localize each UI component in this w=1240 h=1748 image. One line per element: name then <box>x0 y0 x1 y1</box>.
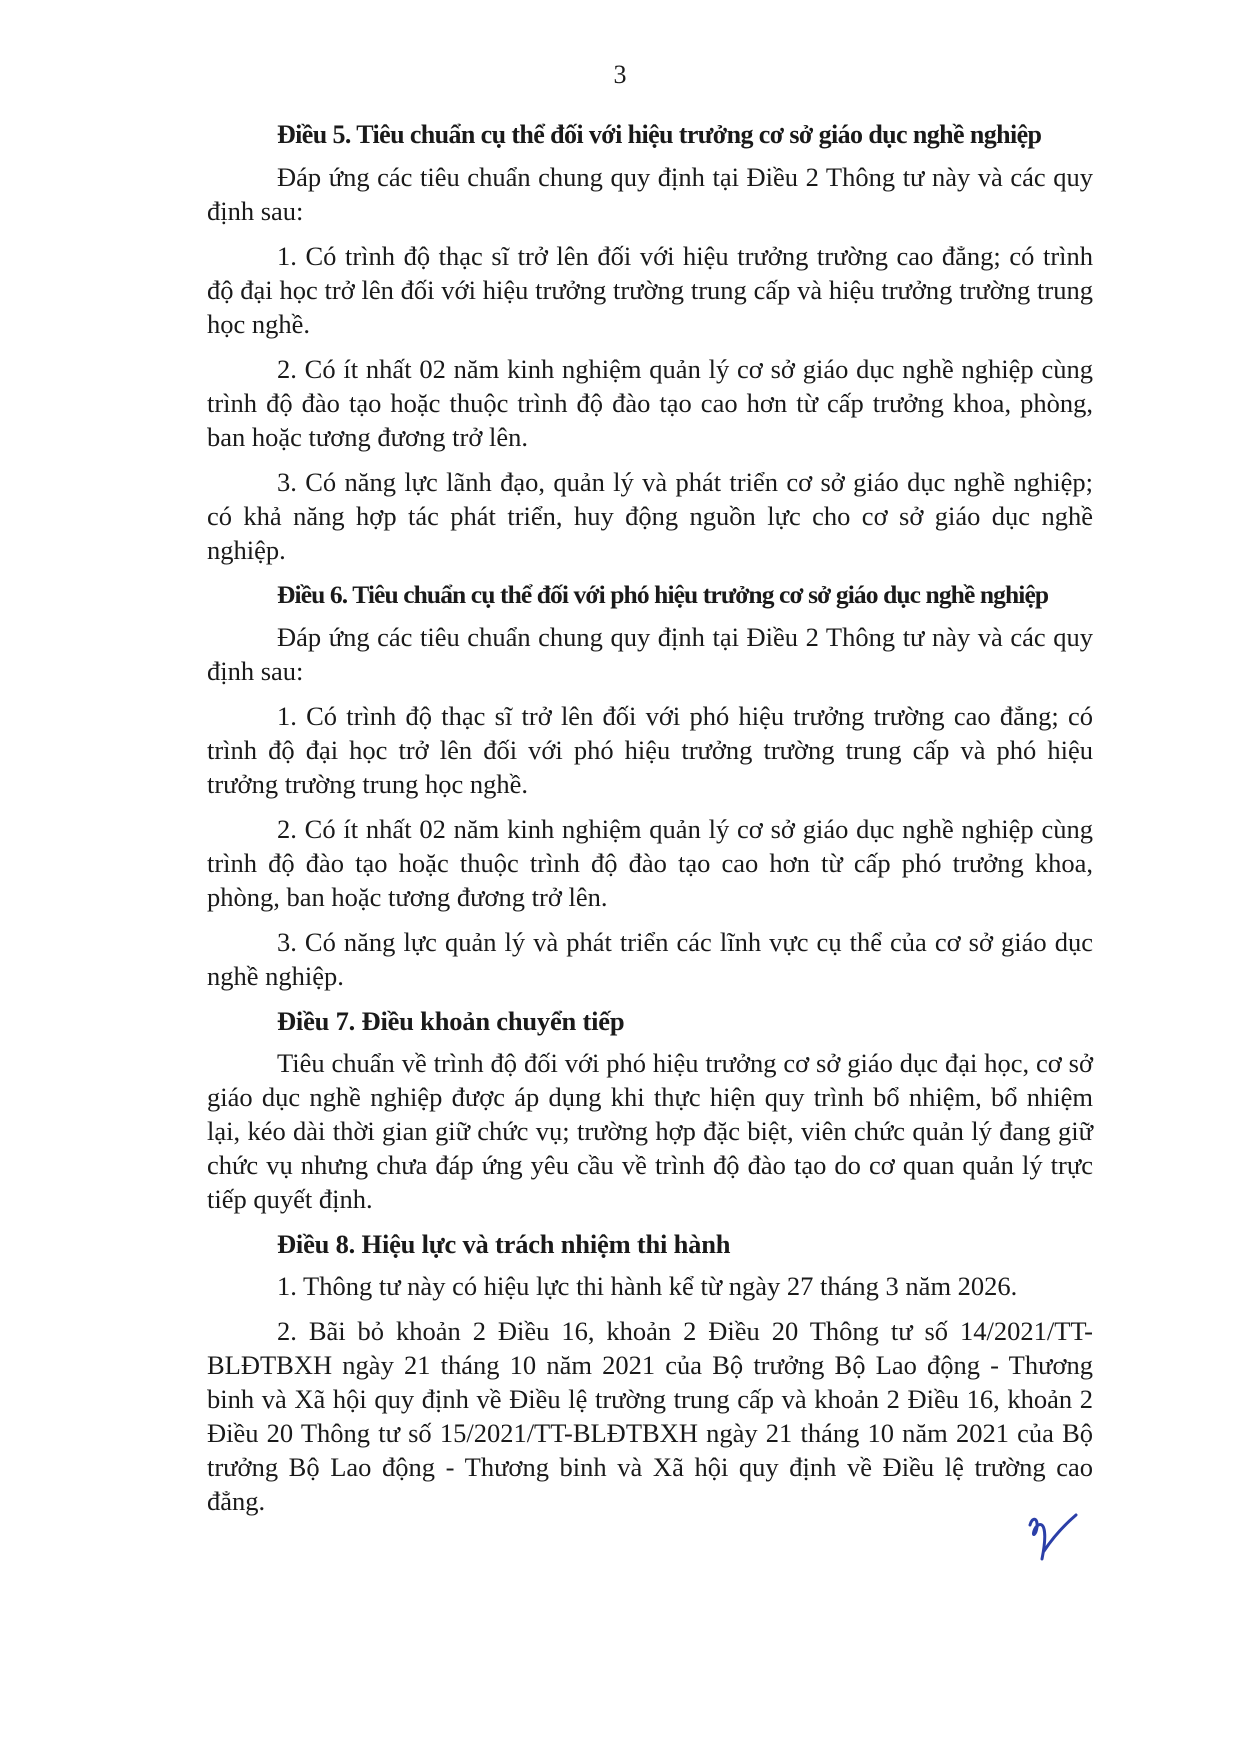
article-7-body: Tiêu chuẩn về trình độ đối với phó hiệu trưởng cơ sở giáo dục đại học, cơ sở giáo dục nghề nghiệp được áp dụng khi thực hiện quy trình bổ nhiệm, bổ nhiệm lại, kéo dài thời gian giữ chức vụ; trường hợp đặc biệt, viên chức quản lý đang giữ chức vụ nhưng chưa đáp ứng yêu cầu về trình độ đào tạo do cơ quan quản lý trực tiếp quyết định. <box>207 1048 1093 1214</box>
article-6-intro: Đáp ứng các tiêu chuẩn chung quy định tại Điều 2 Thông tư này và các quy định sau: <box>207 622 1093 686</box>
page-number: 3 <box>613 60 627 89</box>
article-8-item-2: 2. Bãi bỏ khoản 2 Điều 16, khoản 2 Điều 20 Thông tư số 14/2021/TT-BLĐTBXH ngày 21 tháng 10 năm 2021 của Bộ trưởng Bộ Lao động - Thương binh và Xã hội quy định về Điều lệ trường trung cấp và khoản 2 Điều 16, khoản 2 Điều 20 Thông tư số 15/2021/TT-BLĐTBXH ngày 21 tháng 10 năm 2021 của Bộ trưởng Bộ Lao động - Thương binh và Xã hội quy định về Điều lệ trường cao đẳng. <box>207 1316 1093 1516</box>
article-5-heading: Điều 5. Tiêu chuẩn cụ thể đối với hiệu trưởng cơ sở giáo dục nghề nghiệp <box>277 120 1042 149</box>
article-6-heading: Điều 6. Tiêu chuẩn cụ thể đối với phó hiệu trưởng cơ sở giáo dục nghề nghiệp <box>277 580 1049 609</box>
article-8-item-1: 1. Thông tư này có hiệu lực thi hành kể từ ngày 27 tháng 3 năm 2026. <box>277 1271 1018 1301</box>
article-6-item-1: 1. Có trình độ thạc sĩ trở lên đối với phó hiệu trưởng trường cao đẳng; có trình độ đại học trở lên đối với phó hiệu trưởng trường trung cấp và phó hiệu trưởng trường trung học nghề. <box>207 701 1093 799</box>
article-6-item-3: 3. Có năng lực quản lý và phát triển các lĩnh vực cụ thể của cơ sở giáo dục nghề nghiệp. <box>207 927 1093 991</box>
signature-stroke-2 <box>1044 1515 1076 1551</box>
article-7-heading: Điều 7. Điều khoản chuyển tiếp <box>277 1006 625 1036</box>
article-5-item-3: 3. Có năng lực lãnh đạo, quản lý và phát triển cơ sở giáo dục nghề nghiệp; có khả năng hợp tác phát triển, huy động nguồn lực cho cơ sở giáo dục nghề nghiệp. <box>207 467 1093 565</box>
article-8-heading: Điều 8. Hiệu lực và trách nhiệm thi hành <box>277 1229 731 1259</box>
article-5-intro: Đáp ứng các tiêu chuẩn chung quy định tại Điều 2 Thông tư này và các quy định sau: <box>207 162 1093 226</box>
signature-stroke-1 <box>1030 1519 1045 1559</box>
article-6-item-2: 2. Có ít nhất 02 năm kinh nghiệm quản lý cơ sở giáo dục nghề nghiệp cùng trình độ đào tạo hoặc thuộc trình độ đào tạo cao hơn từ cấp phó trưởng khoa, phòng, ban hoặc tương đương trở lên. <box>207 814 1093 912</box>
initials-signature-icon <box>1022 1505 1082 1565</box>
document-body <box>207 118 1093 1529</box>
article-5-item-2: 2. Có ít nhất 02 năm kinh nghiệm quản lý cơ sở giáo dục nghề nghiệp cùng trình độ đào tạo hoặc thuộc trình độ đào tạo cao hơn từ cấp trưởng khoa, phòng, ban hoặc tương đương trở lên. <box>207 354 1093 452</box>
article-5-item-1: 1. Có trình độ thạc sĩ trở lên đối với hiệu trưởng trường cao đẳng; có trình độ đại học trở lên đối với hiệu trưởng trường trung cấp và hiệu trưởng trường trung học nghề. <box>207 241 1093 339</box>
